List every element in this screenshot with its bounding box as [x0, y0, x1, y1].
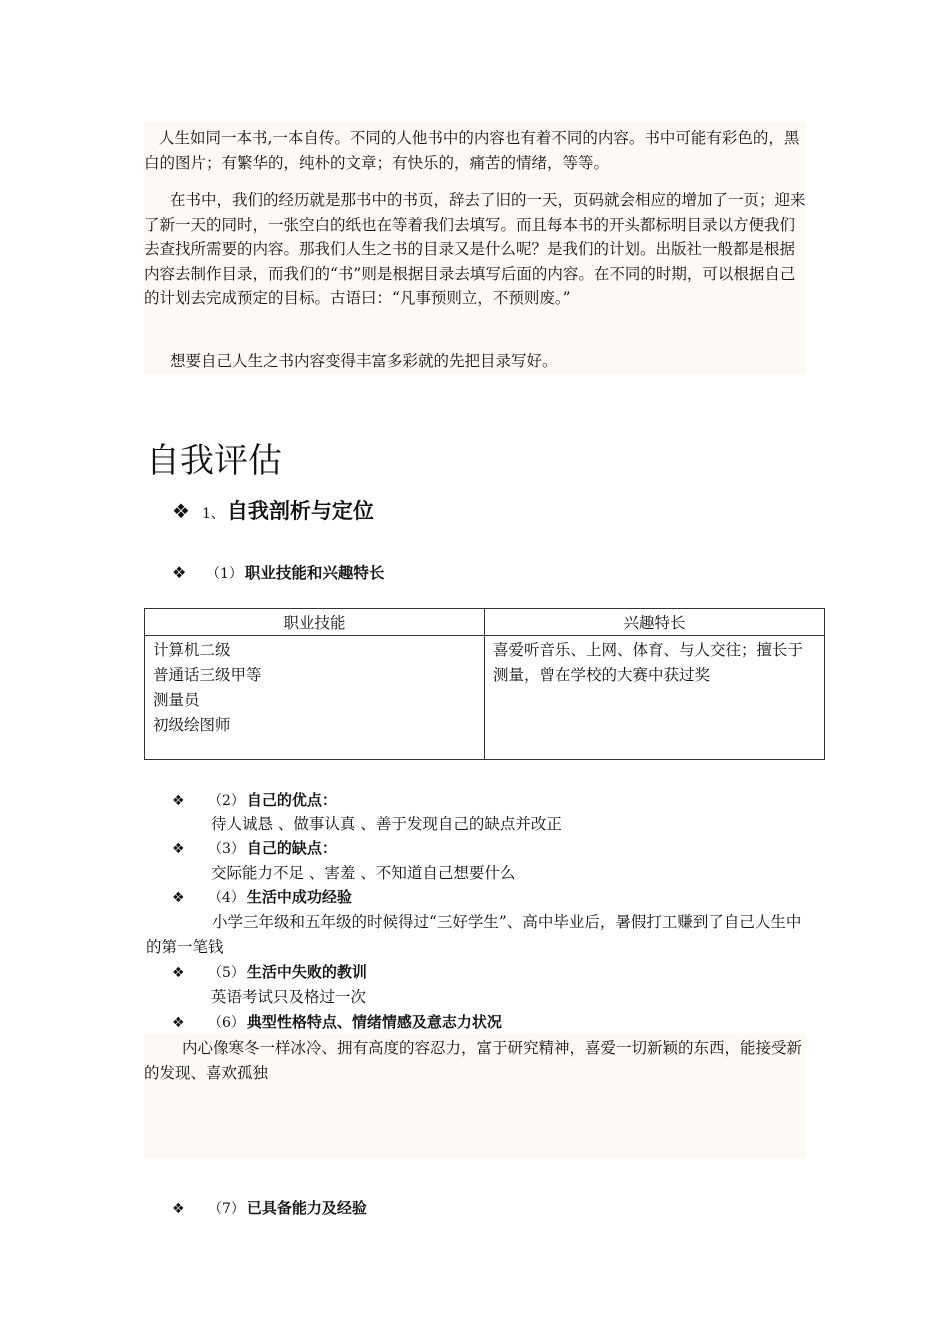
diamond-bullet-icon: ❖: [172, 1201, 185, 1217]
item-title: 生活中失败的教训: [246, 963, 367, 981]
interests-cell: 喜爱听音乐、上网、体育、与人交往；擅长于测量，曾在学校的大赛中获过奖: [485, 636, 825, 760]
item-number: （5）: [208, 965, 245, 981]
skills-cell: [145, 636, 485, 760]
item-title: 生活中成功经验: [246, 888, 352, 906]
heading-self-analysis: [172, 495, 374, 525]
skill-item: 初级绘图师: [153, 716, 231, 734]
item-number: （2）: [208, 793, 245, 809]
diamond-bullet-icon: ❖: [172, 793, 185, 809]
table-header-interests: 兴趣特长: [485, 609, 825, 636]
item-heading-1: [172, 561, 384, 583]
section-title: 自我评估: [146, 441, 282, 481]
item-number: （1）: [206, 566, 243, 582]
diamond-bullet-icon: ❖: [172, 563, 187, 582]
diamond-bullet-icon: ❖: [172, 890, 185, 906]
heading-number: 1、: [202, 506, 225, 522]
item-heading-7: [172, 1197, 367, 1218]
item-body-3: 交际能力不足 、害羞 、不知道自己想要什么: [211, 864, 516, 882]
item-heading-2: [172, 789, 337, 810]
diamond-bullet-icon: ❖: [172, 1015, 185, 1031]
skill-item: 计算机二级: [153, 641, 231, 659]
item-title: 职业技能和兴趣特长: [244, 564, 385, 582]
item-title: 自己的优点：: [246, 791, 337, 809]
item-title: 典型性格特点、情绪情感及意志力状况: [246, 1013, 502, 1031]
intro-paragraph-2: 在书中，我们的经历就是那书中的书页，辞去了旧的一天，页码就会相应的增加了一页；迎来了新一天的同时，一张空白的纸也在等着我们去填写。而且每本书的开头都标明目录以方便我们去查找所需要的内容。那我们人生之书的目录又是什么呢？是我们的计划。出版社一般都是根据内容去制作目录，而我们的“书”则是根据目录去填写后面的内容。在不同的时期，可以根据自己的计划去完成预定的目标。古语曰：“凡事预则立，不预则废。”: [144, 191, 806, 307]
skills-interests-table: [144, 608, 825, 760]
item-title: 自己的缺点：: [246, 839, 337, 857]
item-number: （6）: [208, 1015, 245, 1031]
intro-paragraph-1: 人生如同一本书,一本自传。不同的人他书中的内容也有着不同的内容。书中可能有彩色的，黑白的图片；有繁华的，纯朴的文章；有快乐的，痛苦的情绪，等等。: [144, 129, 800, 172]
item-heading-6: [172, 1011, 502, 1032]
item-heading-5: [172, 961, 367, 982]
table-row: [145, 636, 825, 760]
item-number: （4）: [208, 890, 245, 906]
heading-text: 自我剖析与定位: [226, 499, 374, 523]
item-body-4: 小学三年级和五年级的时候得过“三好学生”、高中毕业后，暑假打工赚到了自己人生中的第一笔钱: [146, 913, 802, 956]
skill-item: 普通话三级甲等: [153, 666, 262, 684]
table-header-skills: 职业技能: [145, 609, 485, 636]
intro-paragraph-3: 想要自己人生之书内容变得丰富多彩就的先把目录写好。: [170, 352, 558, 370]
item-body-5: 英语考试只及格过一次: [211, 988, 367, 1006]
item-heading-3: [172, 837, 337, 858]
skill-item: 测量员: [153, 691, 200, 709]
item-title: 已具备能力及经验: [246, 1199, 367, 1217]
diamond-bullet-icon: ❖: [172, 841, 185, 857]
diamond-bullet-icon: ❖: [172, 965, 185, 981]
table-header-row: [145, 609, 825, 636]
item-heading-4: [172, 886, 352, 907]
diamond-bullet-icon: ❖: [172, 499, 190, 523]
item-number: （3）: [208, 841, 245, 857]
item-body-2: 待人诚恳 、做事认真 、善于发现自己的缺点并改正: [211, 815, 562, 833]
item-number: （7）: [208, 1201, 245, 1217]
item-body-6: 内心像寒冬一样冰冷、拥有高度的容忍力，富于研究精神，喜爱一切新颖的东西，能接受新的发现、喜欢孤独: [144, 1039, 803, 1082]
